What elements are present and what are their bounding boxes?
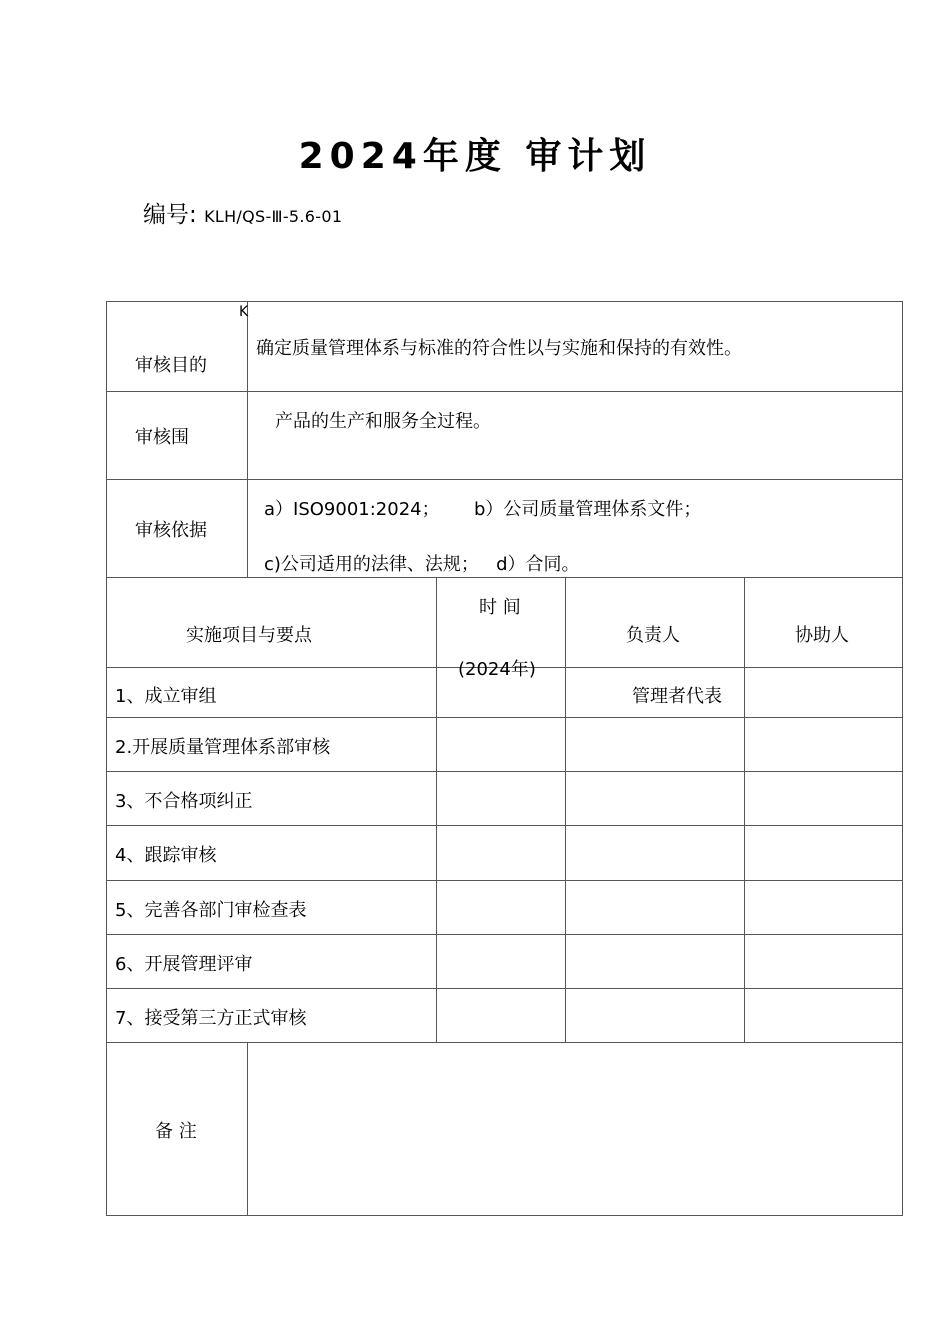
purpose-label: 审核目的 [135,355,207,376]
row-divider [106,391,903,392]
row-divider [106,880,903,881]
col-divider [565,577,566,1042]
table-row-item: 5、完善各部门审检查表 [115,900,307,921]
row-divider [106,771,903,772]
scope-label: 审核围 [135,427,189,448]
header-time [437,578,565,680]
margin-mark: K [239,304,249,320]
basis-content-line2: c)公司适用的法律、法规； d）合同。 [264,554,580,575]
row-divider [106,825,903,826]
purpose-content: 确定质量管理体系与标准的符合性以与实施和保持的有效性。 [256,338,742,359]
row-divider [106,717,903,718]
table-row-item: 4、跟踪审核 [115,845,217,866]
col-divider [744,577,745,1042]
row-divider [106,988,903,989]
table-row-item: 7、接受第三方正式审核 [115,1008,307,1029]
col-divider [247,1042,248,1216]
header-assistant: 协助人 [795,625,849,646]
header-item: 实施项目与要点 [186,625,312,646]
table-row-item: 2.开展质量管理体系部审核 [115,737,331,758]
basis-content-line1: a）ISO9001:2024； b）公司质量管理体系文件； [264,499,702,520]
scope-content: 产品的生产和服务全过程。 [275,411,491,432]
col-divider [247,301,248,577]
doc-number-label: 编号: [143,202,197,228]
page-title: 2024年度 审计划 [298,136,652,177]
row-divider [106,934,903,935]
table-row-item: 3、不合格项纠正 [115,791,253,812]
header-time-line2: (2024年) [458,659,536,680]
header-owner: 负责人 [626,625,680,646]
doc-number [143,196,342,229]
header-time-line1: 时 间 [479,597,521,618]
table-row-item: 1、成立审组 [115,686,217,707]
table-row-owner: 管理者代表 [632,686,722,707]
remarks-label: 备 注 [155,1121,197,1142]
basis-label: 审核依据 [135,520,207,541]
row-divider [106,479,903,480]
doc-number-value: KLH/QS-Ⅲ-5.6-01 [204,207,343,226]
table-row-item: 6、开展管理评审 [115,954,253,975]
row-divider [106,1042,903,1043]
